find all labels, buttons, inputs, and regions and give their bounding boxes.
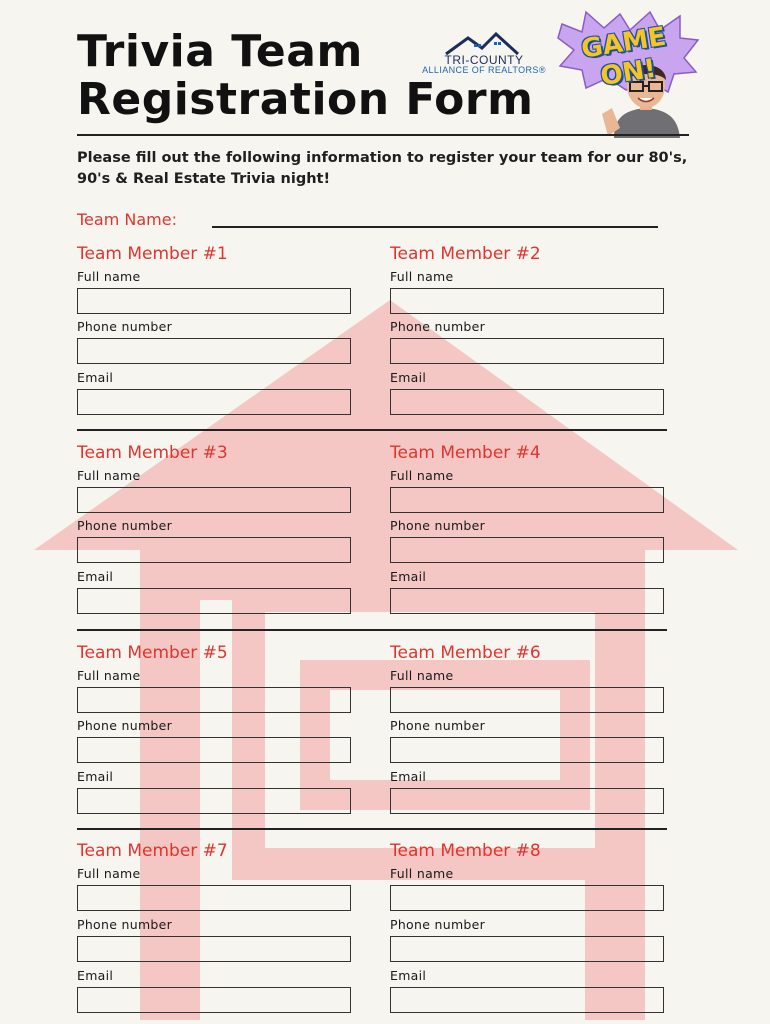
full-name-label: Full name: [390, 866, 454, 881]
member-4-full-name-field[interactable]: [390, 487, 664, 513]
member-5-full-name-field[interactable]: [77, 687, 351, 713]
member-1-full-name-field[interactable]: [77, 288, 351, 314]
full-name-label: Full name: [390, 269, 454, 284]
email-label: Email: [77, 370, 114, 385]
email-label: Email: [390, 569, 427, 584]
full-name-label: Full name: [77, 468, 141, 483]
member-7-phone-field[interactable]: [77, 936, 351, 962]
member-4-phone-field[interactable]: [390, 537, 664, 563]
member-6-full-name-field[interactable]: [390, 687, 664, 713]
email-label: Email: [77, 569, 114, 584]
member-6-phone-field[interactable]: [390, 737, 664, 763]
email-label: Email: [77, 968, 114, 983]
member-3-email-field[interactable]: [77, 588, 351, 614]
section-divider: [77, 429, 667, 431]
member-8-phone-field[interactable]: [390, 936, 664, 962]
logo-name: TRI-COUNTY: [444, 53, 524, 67]
header-divider: [77, 134, 689, 136]
full-name-label: Full name: [77, 269, 141, 284]
phone-number-label: Phone number: [390, 518, 486, 533]
member-6-email-field[interactable]: [390, 788, 664, 814]
member-3-phone-field[interactable]: [77, 537, 351, 563]
phone-number-label: Phone number: [390, 319, 486, 334]
phone-number-label: Phone number: [390, 718, 486, 733]
member-5-email-field[interactable]: [77, 788, 351, 814]
section-divider: [77, 828, 667, 830]
tri-county-logo: [414, 32, 554, 76]
team-member-6-title: Team Member #6: [390, 643, 541, 663]
phone-number-label: Phone number: [77, 518, 173, 533]
team-member-8-title: Team Member #8: [390, 841, 541, 861]
intro-text: Please fill out the following information to register your team for our 80's, 90's & Real Estate Trivia night!: [77, 150, 688, 187]
full-name-label: Full name: [390, 468, 454, 483]
member-2-email-field[interactable]: [390, 389, 664, 415]
section-divider: [77, 629, 667, 631]
email-label: Email: [390, 968, 427, 983]
full-name-label: Full name: [77, 866, 141, 881]
member-1-phone-field[interactable]: [77, 338, 351, 364]
full-name-label: Full name: [390, 668, 454, 683]
member-8-email-field[interactable]: [390, 987, 664, 1013]
member-2-full-name-field[interactable]: [390, 288, 664, 314]
member-8-full-name-field[interactable]: [390, 885, 664, 911]
team-member-2-title: Team Member #2: [390, 244, 541, 264]
team-member-1-title: Team Member #1: [77, 244, 228, 264]
title-line-2: Registration Form: [77, 74, 534, 125]
phone-number-label: Phone number: [77, 718, 173, 733]
email-label: Email: [77, 769, 114, 784]
member-5-phone-field[interactable]: [77, 737, 351, 763]
team-member-4-title: Team Member #4: [390, 443, 541, 463]
member-4-email-field[interactable]: [390, 588, 664, 614]
logo-subtitle: ALLIANCE OF REALTORS®: [422, 65, 546, 75]
member-2-phone-field[interactable]: [390, 338, 664, 364]
title-line-1: Trivia Team: [77, 26, 363, 77]
email-label: Email: [390, 370, 427, 385]
phone-number-label: Phone number: [390, 917, 486, 932]
member-7-full-name-field[interactable]: [77, 885, 351, 911]
member-1-email-field[interactable]: [77, 389, 351, 415]
phone-number-label: Phone number: [77, 319, 173, 334]
team-name-input[interactable]: [212, 226, 658, 228]
member-3-full-name-field[interactable]: [77, 487, 351, 513]
team-member-5-title: Team Member #5: [77, 643, 228, 663]
team-member-3-title: Team Member #3: [77, 443, 228, 463]
phone-number-label: Phone number: [77, 917, 173, 932]
team-member-7-title: Team Member #7: [77, 841, 228, 861]
member-7-email-field[interactable]: [77, 987, 351, 1013]
email-label: Email: [390, 769, 427, 784]
full-name-label: Full name: [77, 668, 141, 683]
game-on-badge-text: GAME ON!: [579, 21, 669, 92]
team-name-label: Team Name:: [77, 210, 177, 229]
